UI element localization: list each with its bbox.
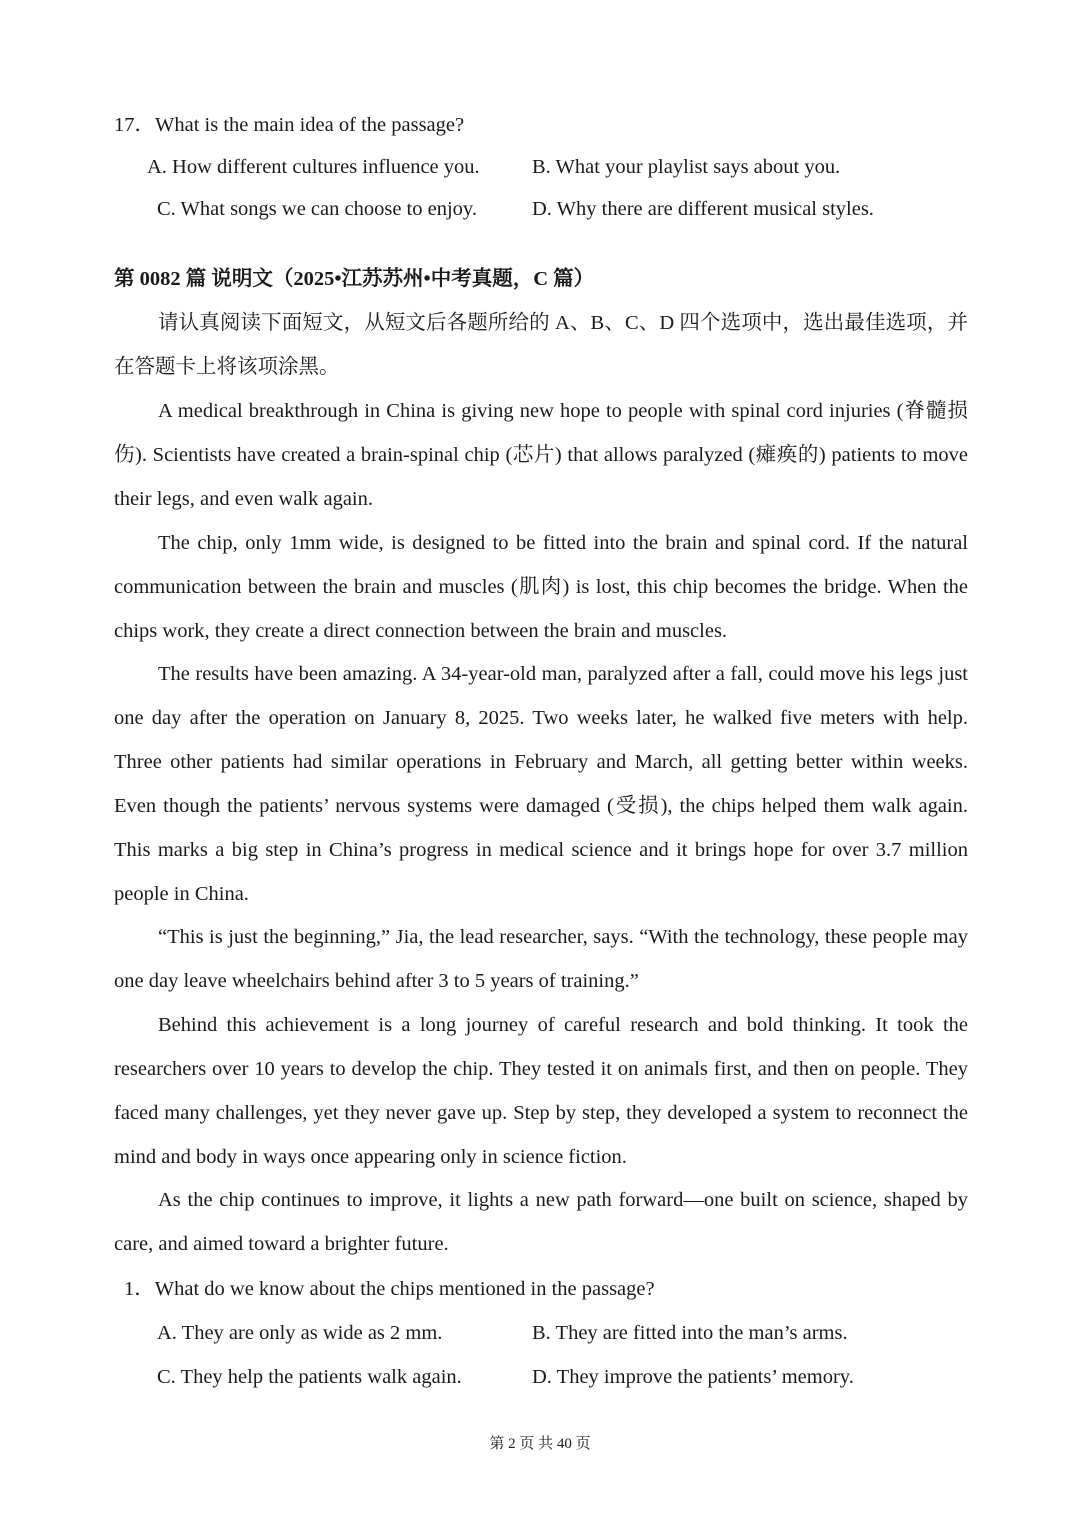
page-number-footer: 第 2 页 共 40 页 <box>489 1436 591 1452</box>
passage-paragraph-2: The chip, only 1mm wide, is designed to be fitted into the brain and spinal cord. If the natural communication between the brain and muscles (肌肉) is lost, this chip becomes the bridge. When the chips work, they create a direct connection between the brain and muscles. <box>114 532 968 642</box>
passage-paragraph-3: The results have been amazing. A 34-year-old man, paralyzed after a fall, could move his legs just one day after the operation on January 8, 2025. Two weeks later, he walked five meters with help. Three other patients had similar operations in February and March, all getting better within weeks. Even though the patients’ nervous systems were damaged (受损), the chips helped them walk again. This marks a big step in China’s progress in medical science and it brings hope for over 3.7 million people in China. <box>114 663 968 905</box>
q1-option-d: D. They improve the patients’ memory. <box>532 1366 854 1388</box>
q1-option-a: A. They are only as wide as 2 mm. <box>157 1322 443 1344</box>
section-heading: 第 0082 篇 说明文（2025•江苏苏州•中考真题，C 篇） <box>114 268 595 290</box>
q17-stem: 17．What is the main idea of the passage? <box>114 114 465 136</box>
q1-option-c: C. They help the patients walk again. <box>157 1366 462 1388</box>
passage-paragraph-4: “This is just the beginning,” Jia, the lead researcher, says. “With the technology, these people may one day leave wheelchairs behind after 3 to 5 years of training.” <box>114 926 968 992</box>
q1-option-b: B. They are fitted into the man’s arms. <box>532 1322 848 1344</box>
passage-paragraph-6: As the chip continues to improve, it lights a new path forward—one built on science, shaped by care, and aimed toward a brighter future. <box>114 1189 968 1255</box>
passage-paragraph-5: Behind this achievement is a long journey of careful research and bold thinking. It took the researchers over 10 years to develop the chip. They tested it on animals first, and then on people. They faced many challenges, yet they never gave up. Step by step, they developed a system to reconnect the mind and body in ways once appearing only in science fiction. <box>114 1014 968 1168</box>
q17-option-a: A. How different cultures influence you. <box>147 156 480 178</box>
q1-stem: 1．What do we know about the chips mentioned in the passage? <box>124 1278 655 1300</box>
q17-option-b: B. What your playlist says about you. <box>532 156 841 178</box>
q17-option-d: D. Why there are different musical styles. <box>532 198 874 220</box>
q17-option-c: C. What songs we can choose to enjoy. <box>157 198 477 220</box>
passage-paragraph-1: A medical breakthrough in China is giving new hope to people with spinal cord injuries (脊髓损伤). Scientists have created a brain-spinal chip (芯片) that allows paralyzed (瘫痪的) patients to move their legs, and even walk again. <box>114 400 968 510</box>
section-instruction: 请认真阅读下面短文，从短文后各题所给的 A、B、C、D 四个选项中，选出最佳选项，并在答题卡上将该项涂黑。 <box>114 312 968 378</box>
